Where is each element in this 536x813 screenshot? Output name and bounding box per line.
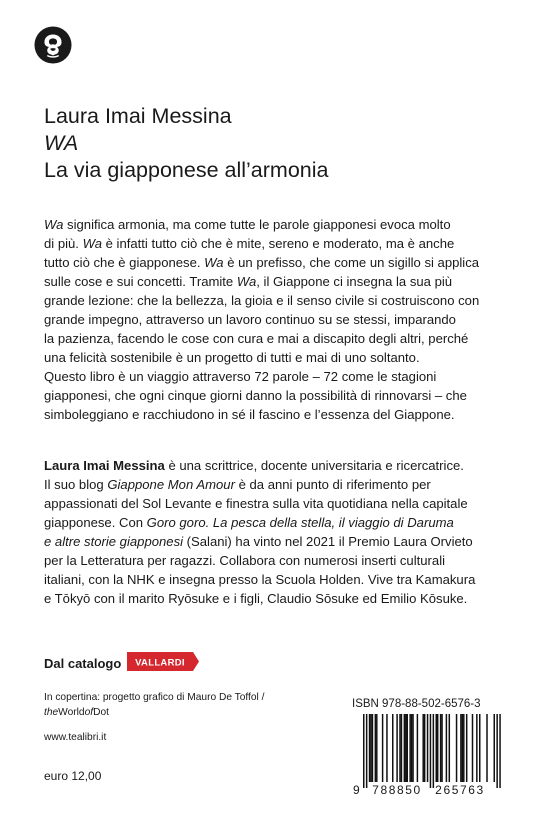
barcode-bar [405,714,407,782]
barcode-bar [411,714,413,782]
biography-line-segment: Laura Imai Messina [44,458,165,473]
biography-line [44,475,520,494]
book-subtitle: La via giapponese all’armonia [44,158,329,182]
website-url: www.tealibri.it [44,732,107,743]
barcode-bar [401,714,403,782]
biography-line-segment: e Tōkyō con il marito Ryōsuke e i figli, Claudio Sōsuke ed Emilio Kōsuke. [44,591,468,606]
barcode-bar [496,714,498,788]
barcode-bar [463,714,465,782]
description-line-segment: Wa [204,255,224,270]
description-line [44,234,520,253]
author-name: Laura Imai Messina [44,104,232,128]
barcode-bar [363,714,365,788]
biography-line-segment: Giappone Mon Amour [107,477,235,492]
publisher-badge [127,652,199,671]
barcode-left-digits: 788850 [372,783,422,796]
biography-line [44,589,520,608]
barcode-bar [417,714,419,782]
cover-credit: In copertina: progetto grafico di Mauro De Toffol / [44,692,265,703]
barcode-bar [486,714,488,782]
barcode-bar [476,714,478,782]
isbn-barcode [350,714,504,796]
barcode-bar [409,714,411,782]
description-line-segment: grande lezione: che la bellezza, la gioia e il senso civile si costruiscono con [44,293,480,308]
barcode-bar [396,714,398,782]
barcode-bar [449,714,451,782]
description-line [44,329,520,348]
description-line-segment: è un prefisso, che come un sigillo si applica [223,255,480,270]
cover-credit-designer-segment: World [58,707,85,718]
biography-line-segment: (Salani) ha vinto nel 2021 il Premio Laura Orvieto [183,534,473,549]
barcode-bar [422,714,424,782]
biography-line [44,532,520,551]
barcode-bar [369,714,371,782]
isbn-number: ISBN 978-88-502-6576-3 [352,698,481,710]
biography-line-segment: italiani, con la NHK e insegna presso la Scuola Holden. Vive tra Kamakura [44,572,476,587]
barcode-bar [456,714,458,782]
description-line-segment: sulle cose e sui concetti. Tramite [44,274,237,289]
barcode-bar [382,714,384,782]
biography-line-segment: e altre storie giapponesi [44,534,184,549]
publisher-name: VALLARDI [135,657,185,669]
cover-credit-designer-segment: Dot [93,707,109,718]
biography-line-segment: è una scrittrice, docente universitaria e ricercatrice. [164,458,464,473]
description-line [44,405,520,424]
barcode-bar [366,714,368,788]
biography-line-segment: Goro goro. La pesca della stella, il viaggio di Daruma [146,515,454,530]
barcode-bar [430,714,432,788]
biography-line-segment: giapponese. Con [44,515,147,530]
description-line-segment: simboleggiano e racchiudono in sé il fascino e l’essenza del Giappone. [44,407,455,422]
book-title: WA [44,131,79,155]
description-line-segment: giapponesi, che ogni cinque giorni danno la possibilità di rinnovarsi – che [44,388,467,403]
barcode-bar [479,714,481,782]
description-line [44,348,520,367]
biography-line [44,551,520,570]
description-line [44,215,520,234]
barcode-bar [437,714,439,782]
biography-line [44,570,520,589]
description-line-segment: Wa [44,217,64,232]
description-line-segment: una felicità sostenibile è un progetto di tutti e mai di uno soltanto. [44,350,420,365]
description-line-segment: tutto ciò che è giapponese. [44,255,205,270]
description-line-segment: Questo libro è un viaggio attraverso 72 parole – 72 come le stagioni [44,369,437,384]
barcode-bar [399,714,401,782]
barcode-bar [441,714,443,782]
barcode-bar [370,714,372,782]
barcode-bar [386,714,388,782]
cover-credit-designer-segment: of [84,707,94,718]
biography-line-segment: è da anni punto di riferimento per [234,477,431,492]
barcode-bar [424,714,426,782]
barcode-bar [412,714,414,782]
description-line-segment: di più. [44,236,83,251]
description-line-segment: Wa [82,236,102,251]
description-line [44,291,520,310]
description-line-segment: , il Giappone ci insegna la sua più [256,274,453,289]
biography-line-segment: appassionati del Sol Levante e finestra sulla vita quotidiana nella capitale [44,496,468,511]
price: euro 12,00 [44,769,102,783]
biography-line [44,456,520,475]
description-line [44,367,520,386]
biography-line-segment: Il suo blog [44,477,108,492]
barcode-bar [460,714,462,782]
description-line [44,386,520,405]
description-line [44,253,520,272]
publisher-logo-icon [34,26,72,64]
barcode-bar [427,714,429,782]
barcode-bar [436,714,438,782]
barcode-bar [407,714,409,782]
book-description [44,215,520,424]
barcode-bar [433,714,435,788]
barcode-first-digit: 9 [353,783,360,796]
barcode-right-digits: 265763 [435,783,485,796]
barcode-bar [494,714,496,782]
barcode-bar [404,714,406,782]
barcode-bar [440,714,442,782]
author-biography [44,456,520,608]
description-line-segment: significa armonia, ma come tutte le parole giapponesi evoca molto [63,217,451,232]
catalog-label: Dal catalogo [44,656,122,671]
barcode-bar [462,714,464,782]
barcode-bar [499,714,501,788]
description-line [44,272,520,291]
barcode-bar [472,714,474,782]
cover-credit-designer-segment: the [44,707,59,718]
description-line [44,310,520,329]
barcode-bar [372,714,374,782]
description-line-segment: è infatti tutto ciò che è mite, sereno e moderato, ma è anche [101,236,455,251]
barcode-bars [363,714,501,788]
barcode-bar [466,714,468,782]
description-line-segment: Wa [236,274,257,289]
biography-line [44,494,520,513]
barcode-bar [446,714,448,782]
biography-line [44,513,520,532]
barcode-bar [375,714,377,782]
barcode-bar [392,714,394,782]
barcode-bar [376,714,378,782]
description-line-segment: grande impegno, attraverso un lavoro continuo su se stessi, imparando [44,312,456,327]
cover-credit-designer [44,705,109,720]
description-line-segment: la pazienza, facendo le cose con cura e mai a discapito degli altri, perché [44,331,469,346]
biography-line-segment: per la Letteratura per ragazzi. Collabora con numerosi inserti culturali [44,553,446,568]
